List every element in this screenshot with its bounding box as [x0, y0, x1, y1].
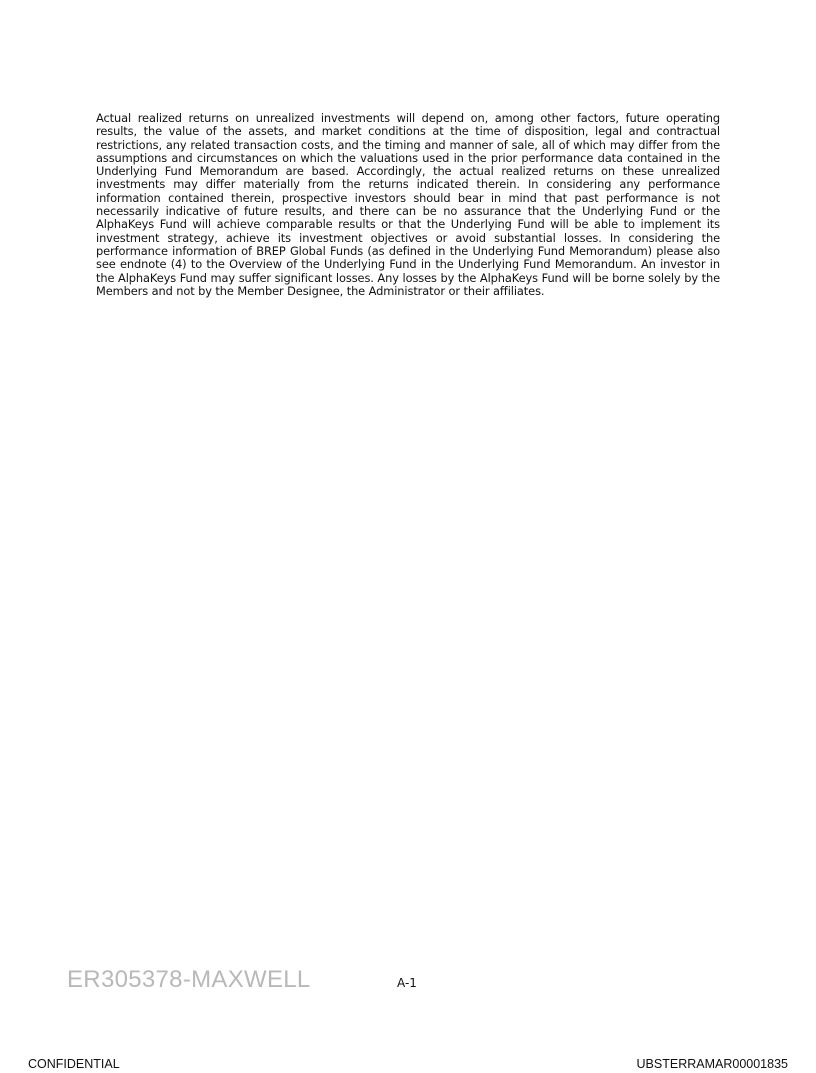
confidential-label: CONFIDENTIAL: [28, 1057, 120, 1071]
bates-number: UBSTERRAMAR00001835: [636, 1057, 788, 1071]
body-paragraph: Actual realized returns on unrealized investments will depend on, among other factors, future operating results, the value of the assets, and market conditions at the time of disposition, legal and contractual restrictions, any related transaction costs, and the timing and manner of sale, all of which may differ from the assumptions and circumstances on which the valuations used in the prior performance data contained in the Underlying Fund Memorandum are based. Accordingly, the actual realized returns on these unrealized investments may differ materially from the returns indicated therein. In considering any performance information contained therein, prospective investors should bear in mind that past performance is not necessarily indicative of future results, and there can be no assurance that the Underlying Fund or the AlphaKeys Fund will achieve comparable results or that the Underlying Fund will be able to implement its investment strategy, achieve its investment objectives or avoid substantial losses. In considering the performance information of BREP Global Funds (as defined in the Underlying Fund Memorandum) please also see endnote (4) to the Overview of the Underlying Fund in the Underlying Fund Memorandum. An investor in the AlphaKeys Fund may suffer significant losses. Any losses by the AlphaKeys Fund will be borne solely by the Members and not by the Member Designee, the Administrator or their affiliates.: [96, 111, 720, 298]
page-number: A-1: [397, 976, 417, 990]
exhibit-stamp: ER305378-MAXWELL: [67, 966, 311, 993]
